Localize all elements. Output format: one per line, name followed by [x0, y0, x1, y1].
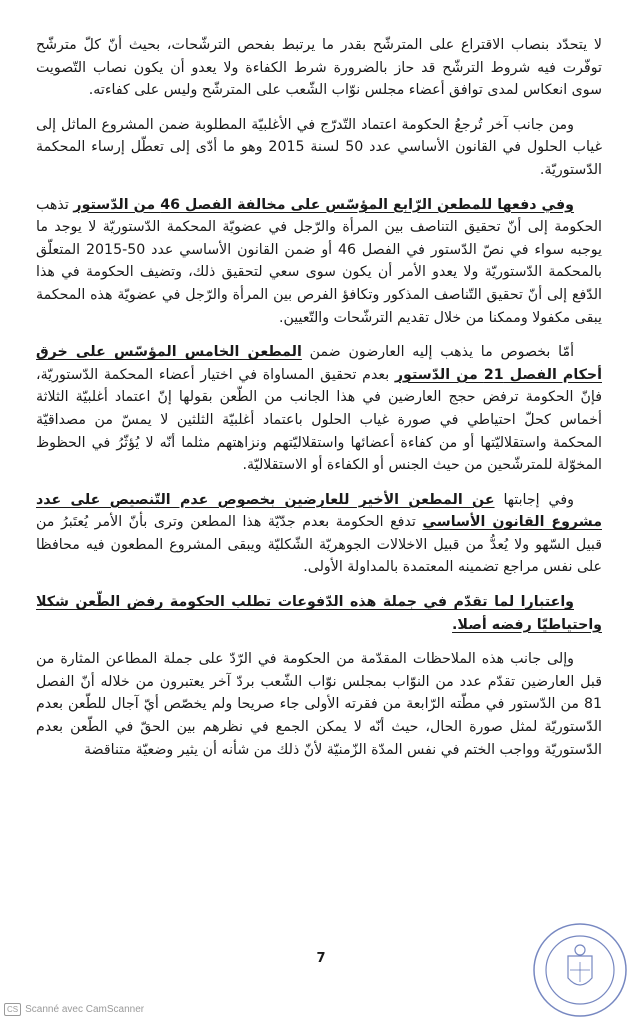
- last-ground-intro: وفي إجابتها: [503, 491, 574, 508]
- document-body: [36, 34, 602, 773]
- fifth-ground-heading: المطعن الخامس المؤسّس على خرق أحكام الفصل 21 من الدّستور: [36, 344, 602, 383]
- paragraph-7: وإلى جانب هذه الملاحظات المقدّمة من الحكومة في الرّدّ على جملة المطاعن المثارة من قبل العارضين تقدّم عدد من النوّاب بمجلس نوّاب الشّعب بردّ آخر يعتبرون من خلاله أنّ الفصل 81 من الدّستور في مطّته الرّابعة من فقرته الأولى جاء صريحا ولم يخصّص أيّ آجال للطّعن بعدم الدّستوريّة لمثل صورة الحال، حيث أنّه لا يمكن الجمع في نظرهم بين الحقّ في الطّعن بعدم الدّستوريّة وواجب الختم في نفس المدّة الزّمنيّة لأنّ ذلك من شأنه أن يثير وضعيّة متناقضة: [36, 651, 602, 758]
- camscanner-watermark: [4, 1003, 144, 1016]
- fourth-ground-body: تذهب الحكومة إلى أنّ تحقيق التناصف بين المرأة والرّجل في عضويّة المحكمة الدّستوريّة لا يوجد ما يوجبه سواء في نصّ الدّستور في الفصل 46 أو ضمن القانون الأساسي عدد 50-2015 المتعلّق بالمحكمة الدّستوريّة ولا يعدو الأمر أن يكون سوى سعي لتحقيق ذلك، وتضيف الحكومة في هذا الدّفع إلى أنّ تحقيق التّناصف المذكور وتكافؤ الفرص بين المرأة والرّجل في عضويّة هذه المحكمة يبقى مكفولا وممكنا من خلال تقديم الترشّحات والتّعيين.: [36, 196, 602, 326]
- fourth-ground-heading: وفي دفعها للمطعن الرّابع المؤسّس على مخالفة الفصل 46 من الدّستور: [73, 196, 574, 213]
- official-stamp-icon: [530, 920, 630, 1020]
- last-ground-body: تدفع الحكومة بعدم جدّيّة هذا المطعن وترى بأنّ الأمر يُعتَبرُ من قبيل السّهو ولا يُعدُّ من قبيل الاخلالات الجوهريّة الشّكليّة ويبقى المشروع المطعون فيه محافظا على نفس مراجع تضمينه المعتمدة بالمداولة الأولى.: [36, 514, 602, 576]
- camscanner-logo-icon: CS: [4, 1003, 21, 1016]
- watermark-text: Scanné avec CamScanner: [25, 1004, 145, 1015]
- paragraph-1: لا يتحدّد بنصاب الاقتراع على المترشّح بقدر ما يرتبط بفحص الترشّحات، بحيث أنّ كلّ مترشّح توفّرت فيه شروط الترشّح قد حاز بالضرورة شرط الكفاءة ولا يعدو أن يكون نصاب التّصويت سوى انعكاس لمدى توافق أعضاء مجلس نوّاب الشّعب على المترشّح وليس على كفاءته.: [36, 37, 602, 99]
- fifth-ground-intro: أمّا بخصوص ما يذهب إليه العارضون ضمن: [309, 344, 575, 361]
- page-number: 7: [316, 951, 326, 966]
- paragraph-2: ومن جانب آخر تُرجعُ الحكومة اعتماد التّدرّج في الأغلبيّة المطلوبة ضمن المشروع الماثل إلى غياب الحلول في القانون الأساسي عدد 50 لسنة 2015 وهو ما أدّى إلى تعطّل إرساء المحكمة الدّستوريّة.: [36, 116, 602, 178]
- last-ground-heading: عن المطعن الأخير للعارضين بخصوص عدم التّنصيص على عدد مشروع القانون الأساسي: [36, 491, 602, 531]
- paragraph-6: [36, 591, 602, 636]
- paragraph-4: [36, 341, 602, 477]
- paragraph-3: [36, 194, 602, 330]
- paragraph-5: [36, 489, 602, 579]
- conclusion-heading: واعتبارا لما تقدّم في جملة هذه الدّفوعات تطلب الحكومة رفض الطّعن شكلا واحتياطيّا رفضه أصلا.: [36, 594, 602, 633]
- fifth-ground-body: بعدم تحقيق المساواة في اختيار أعضاء المحكمة الدّستوريّة، فإنّ الحكومة ترفض حجج العارضين في هذا الجانب من الطّعن بقولها إنّ اعتماد أغلبيّة الثلاثة أخماس كحلّ احتياطي في صورة غياب الحلول باعتماد أغلبيّة الثلثين لا يمسّ من مصداقيّة المحكمة واستقلاليّتها أو من كفاءة أعضائها واستقلاليّتهم ونزاهتهم مثلما أنّه لا يُؤثّرُ في الحظوظ المخوّلة للمترشّحين من حيث الجنس أو الكفاءة أو الاستقلاليّة.: [36, 366, 602, 474]
